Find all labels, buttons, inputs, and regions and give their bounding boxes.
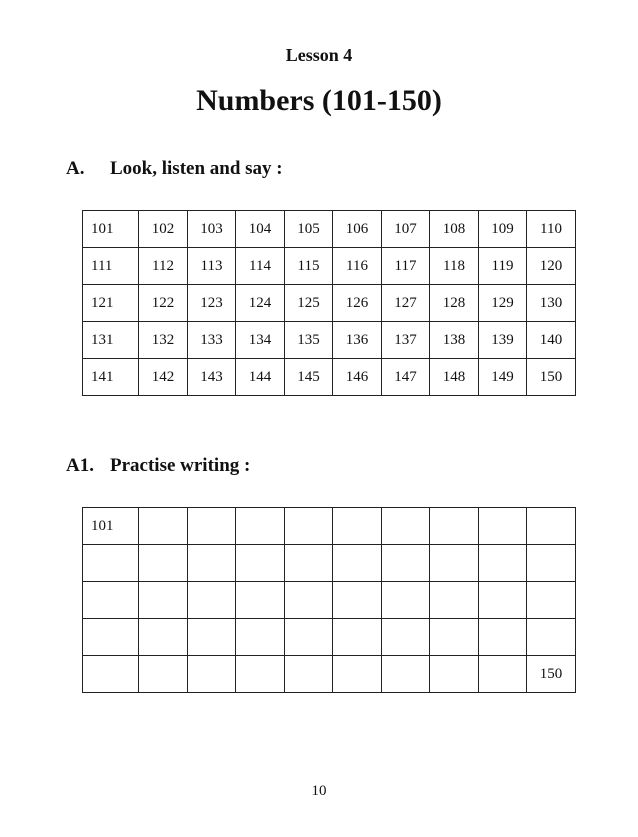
number-cell: 130 (527, 285, 576, 322)
practice-cell[interactable] (285, 545, 333, 582)
practice-cell[interactable] (430, 619, 479, 656)
lesson-label: Lesson 4 (285, 45, 353, 65)
number-cell: 142 (139, 359, 188, 396)
practice-grid-row (83, 582, 576, 619)
number-cell: 132 (139, 322, 188, 359)
practice-cell[interactable] (83, 656, 139, 693)
practice-cell[interactable] (430, 582, 479, 619)
number-cell: 114 (236, 248, 285, 285)
number-cell: 129 (479, 285, 527, 322)
practice-cell[interactable] (382, 619, 430, 656)
number-cell: 150 (527, 359, 576, 396)
page-number: 10 (311, 783, 327, 799)
practice-grid-row (83, 619, 576, 656)
number-cell: 109 (479, 211, 527, 248)
number-cell: 136 (333, 322, 382, 359)
practice-cell[interactable] (333, 545, 382, 582)
number-grid-row (83, 211, 576, 248)
practice-cell[interactable] (236, 582, 285, 619)
practice-cell[interactable] (333, 582, 382, 619)
number-grid-row (83, 248, 576, 285)
number-cell: 104 (236, 211, 285, 248)
practice-cell[interactable] (430, 545, 479, 582)
number-cell: 145 (285, 359, 333, 396)
number-cell: 113 (188, 248, 236, 285)
practice-cell[interactable] (479, 508, 527, 545)
number-cell: 143 (188, 359, 236, 396)
practice-cell[interactable] (236, 656, 285, 693)
section-a-heading (66, 158, 283, 180)
number-cell: 119 (479, 248, 527, 285)
practice-cell[interactable] (479, 582, 527, 619)
number-cell: 128 (430, 285, 479, 322)
number-cell: 126 (333, 285, 382, 322)
number-cell: 106 (333, 211, 382, 248)
practice-cell[interactable] (188, 582, 236, 619)
practice-cell[interactable] (83, 545, 139, 582)
number-cell: 140 (527, 322, 576, 359)
number-grid (82, 210, 576, 396)
number-cell: 141 (83, 359, 139, 396)
section-a1-text: Practise writing : (110, 455, 251, 476)
number-cell: 103 (188, 211, 236, 248)
number-cell: 112 (139, 248, 188, 285)
number-cell: 105 (285, 211, 333, 248)
practice-cell[interactable] (479, 545, 527, 582)
number-cell: 122 (139, 285, 188, 322)
number-grid-row (83, 322, 576, 359)
number-cell: 144 (236, 359, 285, 396)
number-cell: 101 (83, 211, 139, 248)
practice-cell[interactable] (333, 508, 382, 545)
number-cell: 102 (139, 211, 188, 248)
practice-cell[interactable] (236, 545, 285, 582)
section-a1-label: A1. (66, 455, 94, 476)
practice-grid-row (83, 656, 576, 693)
number-cell: 133 (188, 322, 236, 359)
number-cell: 124 (236, 285, 285, 322)
practice-cell[interactable] (527, 545, 576, 582)
practice-cell[interactable] (333, 619, 382, 656)
number-cell: 131 (83, 322, 139, 359)
practice-cell[interactable] (430, 508, 479, 545)
practice-cell[interactable] (479, 656, 527, 693)
number-cell: 134 (236, 322, 285, 359)
number-cell: 135 (285, 322, 333, 359)
number-grid-row (83, 359, 576, 396)
practice-grid (82, 507, 576, 693)
practice-cell[interactable] (139, 619, 188, 656)
practice-grid-row (83, 545, 576, 582)
practice-cell[interactable]: 101 (83, 508, 139, 545)
practice-cell[interactable] (139, 582, 188, 619)
number-cell: 116 (333, 248, 382, 285)
practice-cell[interactable] (382, 582, 430, 619)
number-cell: 107 (382, 211, 430, 248)
practice-cell[interactable] (333, 656, 382, 693)
section-a-text: Look, listen and say : (110, 158, 283, 179)
number-cell: 111 (83, 248, 139, 285)
practice-cell[interactable] (527, 508, 576, 545)
practice-cell[interactable] (382, 545, 430, 582)
practice-cell[interactable] (188, 619, 236, 656)
number-cell: 138 (430, 322, 479, 359)
number-cell: 115 (285, 248, 333, 285)
practice-cell[interactable] (139, 656, 188, 693)
practice-cell[interactable] (139, 508, 188, 545)
number-cell: 110 (527, 211, 576, 248)
practice-cell[interactable] (285, 508, 333, 545)
page-title: Numbers (101-150) (196, 84, 442, 117)
number-cell: 149 (479, 359, 527, 396)
section-a-label: A. (66, 158, 85, 179)
practice-cell[interactable] (527, 582, 576, 619)
practice-cell[interactable] (285, 582, 333, 619)
number-cell: 117 (382, 248, 430, 285)
number-cell: 148 (430, 359, 479, 396)
practice-cell[interactable] (139, 545, 188, 582)
practice-cell[interactable] (236, 619, 285, 656)
practice-grid-row (83, 508, 576, 545)
practice-cell[interactable] (188, 545, 236, 582)
practice-cell[interactable] (285, 656, 333, 693)
number-cell: 147 (382, 359, 430, 396)
practice-cell[interactable] (382, 656, 430, 693)
number-cell: 137 (382, 322, 430, 359)
number-cell: 146 (333, 359, 382, 396)
number-cell: 139 (479, 322, 527, 359)
practice-cell[interactable] (382, 508, 430, 545)
practice-cell[interactable] (236, 508, 285, 545)
number-cell: 125 (285, 285, 333, 322)
number-grid-row (83, 285, 576, 322)
number-cell: 127 (382, 285, 430, 322)
number-cell: 108 (430, 211, 479, 248)
section-a1-heading (66, 455, 250, 477)
number-cell: 121 (83, 285, 139, 322)
number-cell: 120 (527, 248, 576, 285)
practice-cell[interactable] (83, 619, 139, 656)
practice-cell[interactable] (188, 508, 236, 545)
practice-cell[interactable] (527, 619, 576, 656)
number-cell: 118 (430, 248, 479, 285)
practice-cell[interactable] (430, 656, 479, 693)
practice-cell[interactable] (479, 619, 527, 656)
practice-cell[interactable]: 150 (527, 656, 576, 693)
number-cell: 123 (188, 285, 236, 322)
practice-cell[interactable] (285, 619, 333, 656)
practice-cell[interactable] (83, 582, 139, 619)
practice-cell[interactable] (188, 656, 236, 693)
